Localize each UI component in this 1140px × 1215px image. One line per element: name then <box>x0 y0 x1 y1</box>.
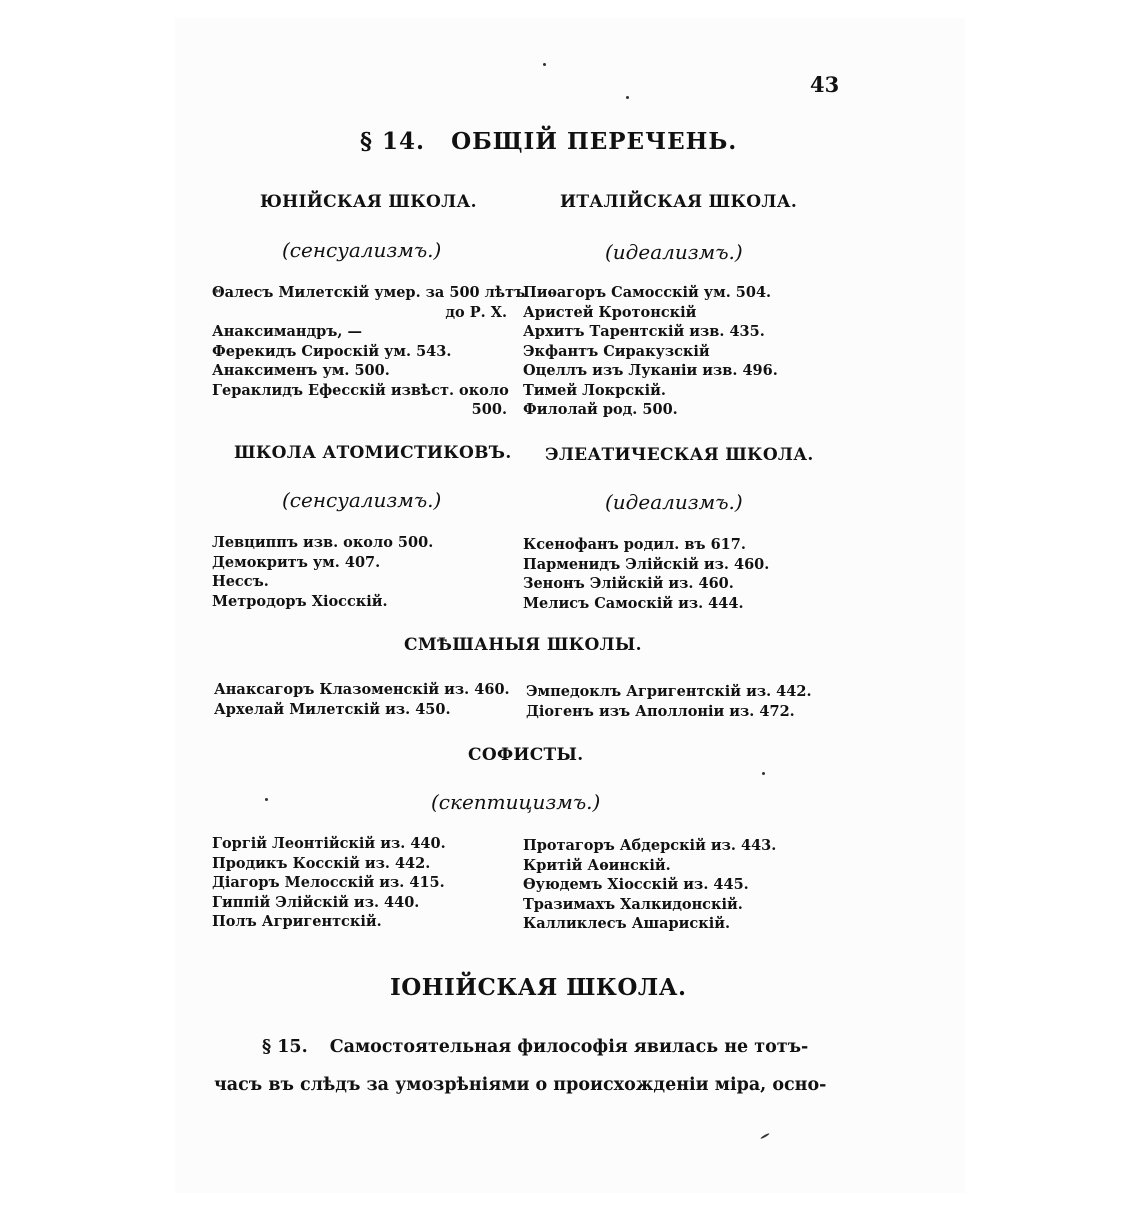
print-speck <box>265 798 268 801</box>
list-item: Гераклидъ Ефесскій извѣст. около <box>212 381 509 399</box>
list-item: Горгій Леонтійскій из. 440. <box>212 835 446 852</box>
list-item: Пиѳагоръ Самосскій ум. 504. <box>523 284 772 301</box>
italian-entries <box>523 283 778 420</box>
page-number: 43 <box>810 72 840 97</box>
list-item: Анаксименъ ум. 500. <box>212 362 390 379</box>
list-item: Тимей Локрскій. <box>523 381 666 399</box>
list-item: Полъ Агригентскій. <box>212 913 382 930</box>
atomists-doctrine: (сенсуализмъ.) <box>282 488 442 512</box>
paragraph-line-1 <box>262 1028 808 1066</box>
sophists-doctrine: (скептицизмъ.) <box>431 790 601 814</box>
list-item: Эмпедоклъ Агригентскій из. 442. <box>526 683 812 700</box>
italian-heading: ИТАЛІЙСКАЯ ШКОЛА. <box>560 192 798 212</box>
ionian-school-heading: ІОНІЙСКАЯ ШКОЛА. <box>390 974 687 1001</box>
list-item: Оцеллъ изъ Луканіи изв. 496. <box>523 362 778 379</box>
list-item: Протагоръ Абдерскій из. 443. <box>523 837 777 854</box>
list-item: Ксенофанъ родил. въ 617. <box>523 536 746 553</box>
ionian-entries <box>212 283 526 420</box>
eleatic-entries <box>523 535 769 613</box>
list-item: Демокритъ ум. 407. <box>212 553 381 571</box>
list-item: Діагоръ Мелосскій из. 415. <box>212 874 445 891</box>
list-item: Зенонъ Элійскій из. 460. <box>523 575 734 592</box>
section-title <box>360 128 737 155</box>
list-item: 500. <box>471 401 507 418</box>
list-item: Продикъ Косскій из. 442. <box>212 854 431 872</box>
list-item: Метродоръ Хіосскій. <box>212 592 388 610</box>
ionian-heading: ЮНІЙСКАЯ ШКОЛА. <box>260 192 477 212</box>
section-symbol: § 14. <box>360 128 426 155</box>
list-item: Анаксагоръ Клазоменскій из. 460. <box>214 681 510 698</box>
list-item: Діогенъ изъ Аполлоніи из. 472. <box>526 702 795 720</box>
sophists-right-entries <box>523 836 776 934</box>
list-item: Ферекидъ Сироскій ум. 543. <box>212 342 452 360</box>
list-item: Филолай род. 500. <box>523 401 678 418</box>
list-item: Калликлесъ Ашарискій. <box>523 915 731 932</box>
list-item: Θалесъ Милетскій умер. за 500 лѣтъ <box>212 284 526 301</box>
list-item: Мелисъ Самоскій из. 444. <box>523 594 744 612</box>
list-item: до Р. Х. <box>445 303 507 321</box>
list-item: Левциппъ изв. около 500. <box>212 534 434 551</box>
list-item: Аристей Кротонскій <box>523 303 697 321</box>
list-item: Экфантъ Сиракузскій <box>523 342 710 360</box>
paragraph-text-1: Самостоятельная философія явилась не тотъ- <box>329 1037 809 1057</box>
list-item: Архитъ Тарентскій изв. 435. <box>523 323 765 340</box>
print-speck <box>626 96 629 99</box>
list-item: Гиппій Элійскій из. 440. <box>212 893 420 911</box>
italian-doctrine: (идеализмъ.) <box>605 240 743 264</box>
list-item: Тразимахъ Халкидонскій. <box>523 895 743 913</box>
list-item: Парменидъ Элійскій из. 460. <box>523 555 770 573</box>
ionian-doctrine: (сенсуализмъ.) <box>282 238 442 262</box>
paragraph-symbol: § 15. <box>262 1037 308 1057</box>
mixed-heading: СМѢШАНЫЯ ШКОЛЫ. <box>404 635 642 655</box>
eleatic-doctrine: (идеализмъ.) <box>605 490 743 514</box>
section-title-text: ОБЩІЙ ПЕРЕЧЕНЬ. <box>451 128 738 155</box>
sophists-left-entries <box>212 834 446 932</box>
eleatic-heading: ЭЛЕАТИЧЕСКАЯ ШКОЛА. <box>545 445 814 465</box>
atomists-entries <box>212 533 433 611</box>
mixed-left-entries <box>214 680 510 719</box>
print-speck <box>543 63 546 66</box>
mixed-right-entries <box>526 682 812 721</box>
atomists-heading: ШКОЛА АТОМИСТИКОВЪ. <box>234 443 512 463</box>
list-item: Критій Аѳинскій. <box>523 856 671 874</box>
list-item: Нессъ. <box>212 573 269 590</box>
list-item: Ѳуюдемъ Хіосскій из. 445. <box>523 876 749 893</box>
list-item: Архелай Милетскій из. 450. <box>214 700 451 718</box>
sophists-heading: СОФИСТЫ. <box>468 745 584 765</box>
print-speck <box>762 772 765 775</box>
paragraph-line-2: часъ въ слѣдъ за умозрѣніями о происхожденіи міра, осно- <box>214 1075 827 1095</box>
list-item: Анаксимандръ, — <box>212 323 362 340</box>
